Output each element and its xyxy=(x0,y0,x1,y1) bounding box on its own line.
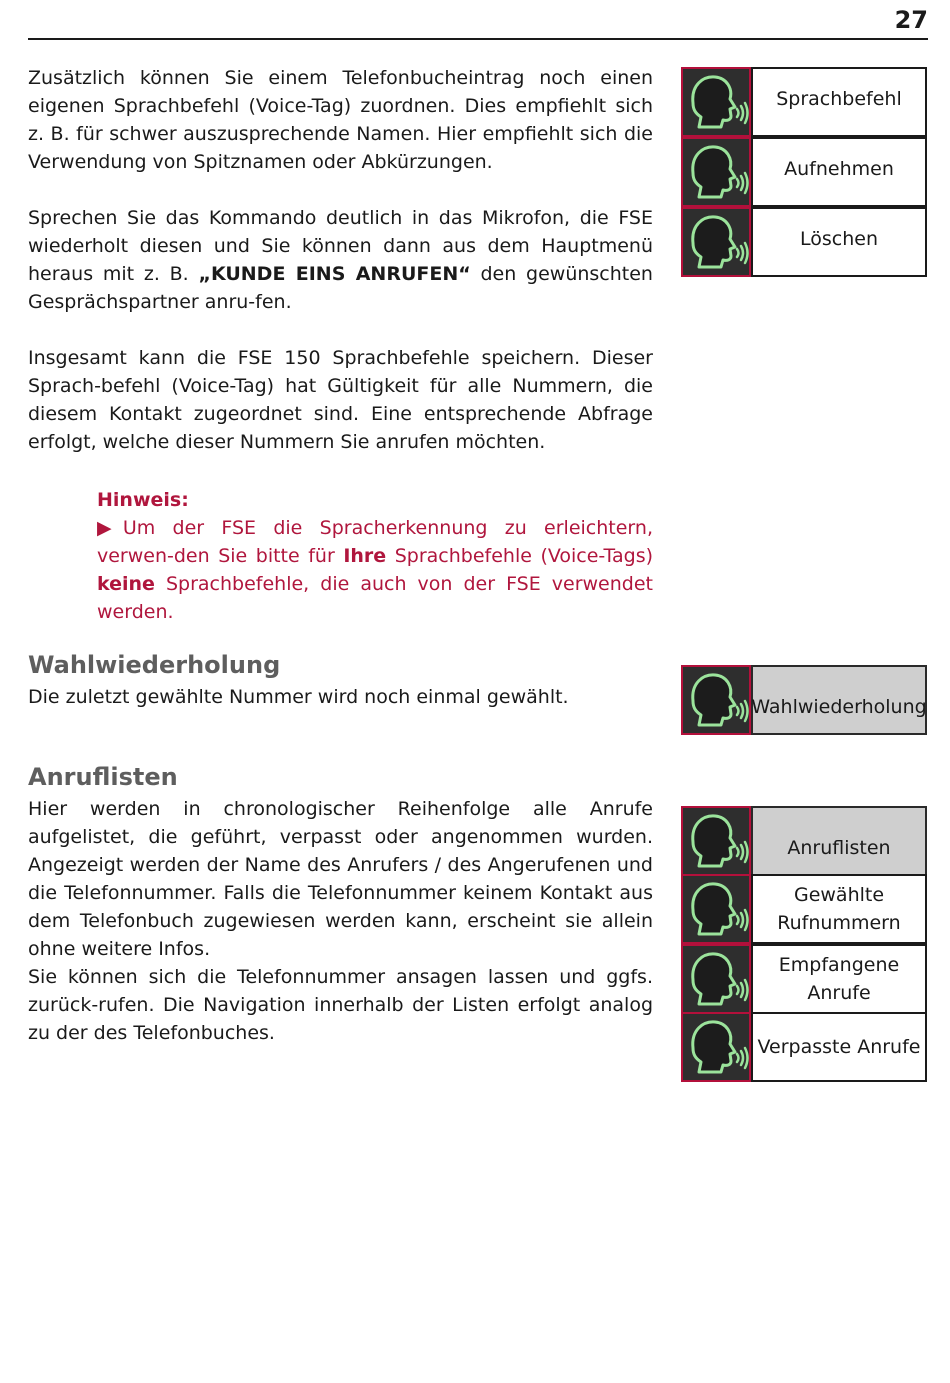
menu-item-aufnehmen[interactable] xyxy=(681,137,927,207)
paragraph-navigation xyxy=(28,963,653,1047)
paragraph-command xyxy=(28,204,653,316)
paragraph-capacity xyxy=(28,344,653,456)
paragraph-text: Hier werden in chronologischer Reihenfolge alle Anrufe aufgelistet, die geführt, verpasst oder angenommen wurden. Angezeigt werden der Name des Anrufers / des Angerufenen und die Telefonnummer. Falls die Telefonnummer keinem Kontakt aus dem Telefonbuch zugewiesen werden kann, erscheint sie allein ohne weitere Infos. xyxy=(28,798,653,960)
menu-item-label: Löschen xyxy=(751,207,927,277)
paragraph-voice-tag xyxy=(28,64,653,176)
paragraph-text xyxy=(28,204,653,316)
note-box xyxy=(97,486,653,626)
menu-item-label: Sprachbefehl xyxy=(751,67,927,137)
text-run: Sprechen Sie das Kommando deutlich in das Mikrofon, die FSE wiederholt diesen und Sie können dann aus dem Hauptmenü heraus mit z. B. xyxy=(28,207,653,285)
voice-command-icon xyxy=(681,665,751,735)
voice-command-icon xyxy=(681,137,751,207)
menu-item-verpasste-anrufe[interactable] xyxy=(681,1012,927,1082)
menu-item-label: Wahlwiederholung xyxy=(751,665,927,735)
menu-item-label: Empfangene Anrufe xyxy=(751,944,927,1014)
note-title: Hinweis: xyxy=(97,489,189,511)
emphasis: Ihre xyxy=(343,545,387,567)
command-example: „KUNDE EINS ANRUFEN“ xyxy=(198,263,471,285)
voice-command-icon xyxy=(681,874,751,944)
heading-call-lists: Anruflisten xyxy=(28,763,178,791)
menu-item-gewaehlte-rufnummern[interactable] xyxy=(681,874,927,944)
voice-command-icon xyxy=(681,207,751,277)
voice-command-icon xyxy=(681,944,751,1014)
note-text xyxy=(97,514,653,626)
voice-command-icon xyxy=(681,1012,751,1082)
paragraph-text: Die zuletzt gewählte Nummer wird noch einmal gewählt. xyxy=(28,686,569,708)
paragraph-call-lists xyxy=(28,795,653,963)
paragraph-text: Insgesamt kann die FSE 150 Sprachbefehle speichern. Dieser Sprach-befehl (Voice-Tag) hat Gültigkeit für alle Nummern, die diesem Kontakt zugeordnet sind. Eine entsprechende Abfrage erfolgt, welche dieser Nummern Sie anrufen möchten. xyxy=(28,347,653,453)
emphasis: keine xyxy=(97,573,155,595)
page-number: 27 xyxy=(894,6,928,34)
menu-item-label: Aufnehmen xyxy=(751,137,927,207)
paragraph-redial xyxy=(28,683,653,711)
text-run: Sprachbefehle (Voice-Tags) xyxy=(386,545,654,567)
voice-command-icon xyxy=(681,67,751,137)
menu-item-label: Gewählte Rufnummern xyxy=(751,874,927,944)
voice-command-icon xyxy=(681,806,751,876)
heading-redial: Wahlwiederholung xyxy=(28,651,281,679)
paragraph-text: Zusätzlich können Sie einem Telefonbucheintrag noch einen eigenen Sprachbefehl (Voice-Tag) zuordnen. Dies empfiehlt sich z. B. für schwer auszusprechende Namen. Hier empfiehlt sich die Verwendung von Spitznamen oder Abkürzungen. xyxy=(28,67,653,173)
menu-item-label: Anruflisten xyxy=(751,806,927,876)
paragraph-text: Sie können sich die Telefonnummer ansagen lassen und ggfs. zurück-rufen. Die Navigation innerhalb der Listen erfolgt analog zu der des Telefonbuches. xyxy=(28,966,653,1044)
menu-item-wahlwiederholung[interactable] xyxy=(681,665,927,735)
menu-item-label: Verpasste Anrufe xyxy=(751,1012,927,1082)
header-rule xyxy=(28,38,928,40)
arrow-icon: ▶ xyxy=(97,517,123,539)
menu-item-anruflisten[interactable] xyxy=(681,806,927,876)
menu-item-empfangene-anrufe[interactable] xyxy=(681,944,927,1014)
menu-item-sprachbefehl[interactable] xyxy=(681,67,927,137)
menu-item-loeschen[interactable] xyxy=(681,207,927,277)
text-run: Sprachbefehle, die auch von der FSE verwendet werden. xyxy=(97,573,653,623)
text-run: Um der FSE die Spracherkennung zu erleichtern, verwen-den Sie bitte für xyxy=(97,517,653,567)
text-run: den gewünschten Gesprächspartner anru-fen. xyxy=(28,263,653,313)
